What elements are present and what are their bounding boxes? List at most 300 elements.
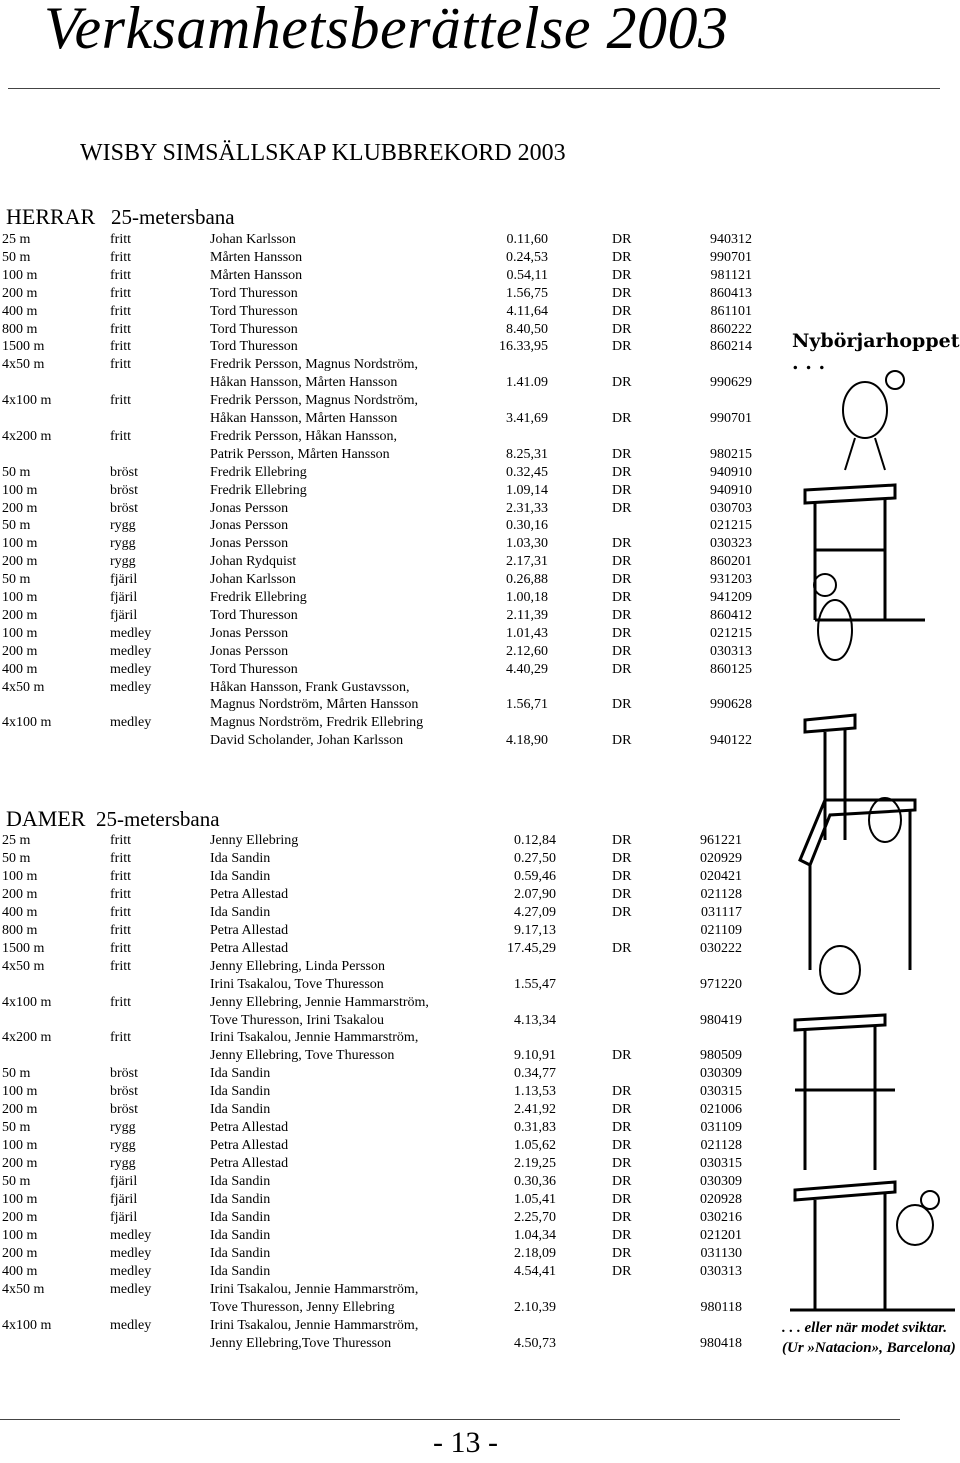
swimmer-cell: Jenny Ellebring, Tove Thuresson	[210, 1048, 395, 1064]
record-type-cell: DR	[612, 1227, 632, 1243]
stroke-cell: fritt	[110, 868, 131, 884]
stroke-cell: medley	[110, 1263, 152, 1279]
stroke-cell: fritt	[110, 232, 131, 247]
distance-cell: 800 m	[2, 922, 38, 938]
distance-cell: 400 m	[2, 303, 38, 319]
swimmer-cell: Irini Tsakalou, Jennie Hammarström,	[210, 1281, 419, 1297]
time-cell: 8.25,31	[506, 446, 548, 462]
date-cell: 980509	[700, 1048, 742, 1064]
time-cell: 2.18,09	[514, 1245, 556, 1261]
damer-label: DAMER	[6, 806, 86, 831]
date-cell: 030703	[710, 500, 752, 516]
table-row	[0, 1048, 760, 1066]
distance-cell: 4x50 m	[2, 679, 45, 695]
time-cell: 0.26,88	[506, 572, 548, 588]
swimmer-cell: Jenny Ellebring,Tove Thuresson	[210, 1335, 392, 1351]
record-type-cell: DR	[612, 1263, 632, 1279]
swimmer-cell: Fredrik Persson, Håkan Hansson,	[210, 428, 398, 444]
time-cell: 2.10,39	[514, 1299, 556, 1315]
time-cell: 1.55,47	[514, 976, 556, 992]
table-row	[0, 1084, 760, 1102]
date-cell: 030323	[710, 536, 752, 552]
table-row	[0, 697, 760, 715]
table-row	[0, 1013, 760, 1031]
record-type-cell: DR	[612, 643, 632, 659]
footer-divider	[0, 1419, 900, 1420]
record-type-cell: DR	[612, 321, 632, 337]
swimmer-cell: David Scholander, Johan Karlsson	[210, 733, 404, 749]
stroke-cell: rygg	[110, 1138, 136, 1154]
stroke-cell: rygg	[110, 536, 136, 552]
date-cell: 990701	[710, 411, 752, 426]
record-type-cell: DR	[612, 285, 632, 301]
swimmer-cell: Petra Allestad	[210, 1156, 289, 1172]
date-cell: 030222	[700, 940, 742, 956]
swimmer-cell: Johan Karlsson	[210, 232, 296, 247]
stroke-cell: medley	[110, 1227, 152, 1243]
table-row	[0, 977, 760, 995]
table-row	[0, 733, 760, 751]
diving-cartoon-illustration	[785, 320, 960, 1370]
swimmer-cell: Jenny Ellebring, Jennie Hammarström,	[210, 994, 429, 1010]
distance-cell: 200 m	[2, 285, 38, 301]
stroke-cell: medley	[110, 661, 152, 677]
time-cell: 4.18,90	[506, 733, 548, 749]
stroke-cell: fritt	[110, 428, 131, 444]
time-cell: 2.31,33	[506, 500, 548, 516]
date-cell: 980418	[700, 1335, 742, 1351]
time-cell: 4.40,29	[506, 661, 548, 677]
date-cell: 030216	[700, 1209, 742, 1225]
distance-cell: 4x100 m	[2, 393, 52, 409]
swimmer-cell: Fredrik Persson, Magnus Nordström,	[210, 357, 419, 373]
swimmer-cell: Tord Thuresson	[210, 661, 298, 677]
swimmer-cell: Håkan Hansson, Mårten Hansson	[210, 411, 398, 426]
stroke-cell: fritt	[110, 850, 131, 866]
table-row	[0, 518, 760, 536]
record-type-cell: DR	[612, 1120, 632, 1136]
time-cell: 4.54,41	[514, 1263, 556, 1279]
swimmer-cell: Jenny Ellebring, Linda Persson	[210, 958, 385, 974]
swimmer-cell: Fredrik Ellebring	[210, 482, 307, 498]
record-type-cell: DR	[612, 249, 632, 265]
date-cell: 031130	[700, 1245, 742, 1261]
time-cell: 8.40,50	[506, 321, 548, 337]
record-type-cell: DR	[612, 661, 632, 677]
page-header-title: Verksamhetsberättelse 2003	[44, 0, 729, 61]
record-type-cell: DR	[612, 1209, 632, 1225]
record-type-cell: DR	[612, 607, 632, 623]
swimmer-cell: Petra Allestad	[210, 940, 289, 956]
time-cell: 0.24,53	[506, 249, 548, 265]
swimmer-cell: Håkan Hansson, Mårten Hansson	[210, 375, 398, 391]
stroke-cell: medley	[110, 625, 152, 641]
distance-cell: 4x100 m	[2, 1317, 52, 1333]
distance-cell: 50 m	[2, 1120, 31, 1136]
date-cell: 021109	[700, 922, 742, 938]
stroke-cell: medley	[110, 643, 152, 659]
record-type-cell: DR	[612, 868, 632, 884]
swimmer-cell: Petra Allestad	[210, 1120, 289, 1136]
date-cell: 931203	[710, 572, 752, 588]
stroke-cell: bröst	[110, 464, 138, 480]
swimmer-cell: Irini Tsakalou, Tove Thuresson	[210, 976, 384, 992]
table-row	[0, 1138, 760, 1156]
distance-cell: 200 m	[2, 1156, 38, 1172]
stroke-cell: rygg	[110, 518, 136, 534]
cartoon-caption-top: Nybörjarhoppet . . .	[792, 330, 960, 374]
table-row	[0, 411, 760, 429]
time-cell: 1.41.09	[506, 375, 548, 391]
cartoon-caption-bottom	[782, 1318, 956, 1358]
stroke-cell: medley	[110, 1281, 152, 1297]
swimmer-cell: Ida Sandin	[210, 1192, 271, 1207]
date-cell: 860413	[710, 285, 752, 301]
date-cell: 021006	[700, 1102, 742, 1118]
stroke-cell: medley	[110, 679, 152, 695]
stroke-cell: fritt	[110, 904, 131, 920]
date-cell: 940312	[710, 232, 752, 247]
record-type-cell: DR	[612, 303, 632, 319]
time-cell: 1.00,18	[506, 590, 548, 605]
table-row	[0, 608, 760, 626]
stroke-cell: rygg	[110, 1120, 136, 1136]
record-type-cell: DR	[612, 572, 632, 588]
swimmer-cell: Tove Thuresson, Irini Tsakalou	[210, 1012, 385, 1028]
swimmer-cell: Ida Sandin	[210, 1227, 271, 1243]
record-type-cell: DR	[612, 590, 632, 605]
record-type-cell: DR	[612, 625, 632, 641]
table-row	[0, 1120, 760, 1138]
time-cell: 2.19,25	[514, 1156, 556, 1172]
time-cell: 4.50,73	[514, 1335, 556, 1351]
swimmer-cell: Tord Thuresson	[210, 607, 298, 623]
date-cell: 030313	[700, 1263, 742, 1279]
table-row	[0, 1246, 760, 1264]
stroke-cell: medley	[110, 715, 152, 731]
swimmer-cell: Jonas Persson	[210, 500, 289, 516]
distance-cell: 800 m	[2, 321, 38, 337]
record-type-cell: DR	[612, 1245, 632, 1261]
date-cell: 021128	[700, 886, 742, 902]
distance-cell: 4x200 m	[2, 1030, 52, 1046]
distance-cell: 4x100 m	[2, 715, 52, 731]
distance-cell: 4x100 m	[2, 994, 52, 1010]
table-row	[0, 357, 760, 375]
stroke-cell: fritt	[110, 958, 131, 974]
time-cell: 0.12,84	[514, 833, 556, 848]
time-cell: 1.01,43	[506, 625, 548, 641]
stroke-cell: fjäril	[110, 607, 138, 623]
swimmer-cell: Jenny Ellebring	[210, 833, 299, 848]
distance-cell: 200 m	[2, 1102, 38, 1118]
table-row	[0, 1282, 760, 1300]
record-type-cell: DR	[612, 733, 632, 749]
stroke-cell: fjäril	[110, 1209, 138, 1225]
swimmer-cell: Fredrik Ellebring	[210, 464, 307, 480]
distance-cell: 100 m	[2, 1227, 38, 1243]
time-cell: 16.33,95	[499, 339, 548, 355]
date-cell: 020929	[700, 850, 742, 866]
time-cell: 2.25,70	[514, 1209, 556, 1225]
distance-cell: 50 m	[2, 1066, 31, 1082]
swimmer-cell: Tord Thuresson	[210, 339, 298, 355]
date-cell: 021201	[700, 1227, 742, 1243]
time-cell: 0.11,60	[506, 232, 548, 247]
date-cell: 971220	[700, 976, 742, 992]
table-row	[0, 941, 760, 959]
distance-cell: 200 m	[2, 643, 38, 659]
distance-cell: 400 m	[2, 904, 38, 920]
swimmer-cell: Tord Thuresson	[210, 303, 298, 319]
record-type-cell: DR	[612, 1102, 632, 1118]
distance-cell: 4x50 m	[2, 958, 45, 974]
time-cell: 1.05,41	[514, 1192, 556, 1207]
distance-cell: 1500 m	[2, 940, 45, 956]
swimmer-cell: Mårten Hansson	[210, 267, 303, 283]
table-row	[0, 959, 760, 977]
stroke-cell: fjäril	[110, 1192, 138, 1207]
stroke-cell: fritt	[110, 303, 131, 319]
stroke-cell: bröst	[110, 482, 138, 498]
stroke-cell: medley	[110, 1317, 152, 1333]
table-row	[0, 1174, 760, 1192]
stroke-cell: fritt	[110, 886, 131, 902]
table-row	[0, 554, 760, 572]
record-type-cell: DR	[612, 1138, 632, 1154]
swimmer-cell: Petra Allestad	[210, 922, 289, 938]
date-cell: 990701	[710, 249, 752, 265]
distance-cell: 100 m	[2, 267, 38, 283]
table-row	[0, 1228, 760, 1246]
table-row	[0, 339, 760, 357]
table-row	[0, 680, 760, 698]
table-row	[0, 1210, 760, 1228]
time-cell: 0.30,16	[506, 518, 548, 534]
swimmer-cell: Petra Allestad	[210, 886, 289, 902]
table-row	[0, 429, 760, 447]
distance-cell: 25 m	[2, 833, 31, 848]
table-row	[0, 1066, 760, 1084]
table-row	[0, 483, 760, 501]
record-type-cell: DR	[612, 536, 632, 552]
table-row	[0, 1030, 760, 1048]
record-type-cell: DR	[612, 375, 632, 391]
swimmer-cell: Fredrik Ellebring	[210, 590, 307, 605]
time-cell: 3.41,69	[506, 411, 548, 426]
distance-cell: 200 m	[2, 1209, 38, 1225]
stroke-cell: fritt	[110, 285, 131, 301]
stroke-cell: fjäril	[110, 590, 138, 605]
swimmer-cell: Ida Sandin	[210, 1263, 271, 1279]
record-type-cell: DR	[612, 1048, 632, 1064]
table-row	[0, 995, 760, 1013]
stroke-cell: fjäril	[110, 1174, 138, 1190]
swimmer-cell: Ida Sandin	[210, 850, 271, 866]
time-cell: 2.07,90	[514, 886, 556, 902]
time-cell: 0.31,83	[514, 1120, 556, 1136]
table-row	[0, 232, 760, 250]
time-cell: 0.54,11	[506, 267, 548, 283]
time-cell: 2.41,92	[514, 1102, 556, 1118]
date-cell: 860412	[710, 607, 752, 623]
swimmer-cell: Patrik Persson, Mårten Hansson	[210, 446, 390, 462]
distance-cell: 200 m	[2, 886, 38, 902]
time-cell: 0.27,50	[514, 850, 556, 866]
table-row	[0, 851, 760, 869]
stroke-cell: fritt	[110, 339, 131, 355]
record-type-cell: DR	[612, 850, 632, 866]
table-row	[0, 626, 760, 644]
date-cell: 990628	[710, 697, 752, 713]
swimmer-cell: Tord Thuresson	[210, 285, 298, 301]
record-type-cell: DR	[612, 464, 632, 480]
distance-cell: 1500 m	[2, 339, 45, 355]
table-row	[0, 501, 760, 519]
record-type-cell: DR	[612, 339, 632, 355]
distance-cell: 400 m	[2, 661, 38, 677]
distance-cell: 25 m	[2, 232, 31, 247]
table-row	[0, 887, 760, 905]
time-cell: 1.56,75	[506, 285, 548, 301]
record-type-cell: DR	[612, 446, 632, 462]
record-type-cell: DR	[612, 411, 632, 426]
stroke-cell: fritt	[110, 833, 131, 848]
time-cell: 1.09,14	[506, 482, 548, 498]
distance-cell: 100 m	[2, 868, 38, 884]
date-cell: 021128	[700, 1138, 742, 1154]
distance-cell: 4x50 m	[2, 1281, 45, 1297]
table-row	[0, 590, 760, 608]
table-row	[0, 833, 760, 851]
stroke-cell: rygg	[110, 554, 136, 570]
record-type-cell: DR	[612, 232, 632, 247]
damer-heading	[6, 806, 220, 832]
date-cell: 940122	[710, 733, 752, 749]
date-cell: 980215	[710, 446, 752, 462]
stroke-cell: rygg	[110, 1156, 136, 1172]
distance-cell: 4x200 m	[2, 428, 52, 444]
date-cell: 031109	[700, 1120, 742, 1136]
distance-cell: 100 m	[2, 590, 38, 605]
swimmer-cell: Ida Sandin	[210, 868, 271, 884]
date-cell: 981121	[710, 267, 752, 283]
distance-cell: 100 m	[2, 1084, 38, 1100]
distance-cell: 50 m	[2, 249, 31, 265]
table-row	[0, 1318, 760, 1336]
time-cell: 0.34,77	[514, 1066, 556, 1082]
stroke-cell: bröst	[110, 1066, 138, 1082]
page-number: - 13 -	[433, 1426, 498, 1459]
table-row	[0, 869, 760, 887]
distance-cell: 200 m	[2, 1245, 38, 1261]
record-type-cell: DR	[612, 1156, 632, 1172]
stroke-cell: fritt	[110, 267, 131, 283]
distance-cell: 100 m	[2, 625, 38, 641]
date-cell: 021215	[710, 625, 752, 641]
distance-cell: 100 m	[2, 1138, 38, 1154]
time-cell: 9.10,91	[514, 1048, 556, 1064]
record-type-cell: DR	[612, 904, 632, 920]
date-cell: 860214	[710, 339, 752, 355]
cartoon-caption-line-2: (Ur »Natacion», Barcelona)	[782, 1340, 956, 1356]
swimmer-cell: Håkan Hansson, Frank Gustavsson,	[210, 679, 410, 695]
date-cell: 030309	[700, 1066, 742, 1082]
time-cell: 0.30,36	[514, 1174, 556, 1190]
stroke-cell: bröst	[110, 500, 138, 516]
table-row	[0, 662, 760, 680]
date-cell: 021215	[710, 518, 752, 534]
distance-cell: 100 m	[2, 536, 38, 552]
date-cell: 030315	[700, 1084, 742, 1100]
swimmer-cell: Magnus Nordström, Mårten Hansson	[210, 697, 419, 713]
time-cell: 1.56,71	[506, 697, 548, 713]
time-cell: 2.17,31	[506, 554, 548, 570]
table-row	[0, 304, 760, 322]
date-cell: 941209	[710, 590, 752, 605]
table-row	[0, 393, 760, 411]
record-type-cell: DR	[612, 554, 632, 570]
table-row	[0, 1192, 760, 1210]
club-title: WISBY SIMSÄLLSKAP KLUBBREKORD 2003	[80, 140, 566, 166]
table-row	[0, 715, 760, 733]
herrar-label: HERRAR	[6, 204, 96, 229]
distance-cell: 100 m	[2, 1192, 38, 1207]
time-cell: 4.11,64	[506, 303, 548, 319]
time-cell: 4.27,09	[514, 904, 556, 920]
date-cell: 940910	[710, 482, 752, 498]
distance-cell: 4x50 m	[2, 357, 45, 373]
record-type-cell: DR	[612, 697, 632, 713]
date-cell: 860222	[710, 321, 752, 337]
date-cell: 031117	[701, 904, 742, 920]
stroke-cell: fritt	[110, 922, 131, 938]
record-type-cell: DR	[612, 1174, 632, 1190]
date-cell: 860125	[710, 661, 752, 677]
date-cell: 940910	[710, 464, 752, 480]
record-type-cell: DR	[612, 1084, 632, 1100]
date-cell: 990629	[710, 375, 752, 391]
time-cell: 0.59,46	[514, 868, 556, 884]
stroke-cell: medley	[110, 1245, 152, 1261]
distance-cell: 100 m	[2, 482, 38, 498]
table-row	[0, 1156, 760, 1174]
stroke-cell: fritt	[110, 357, 131, 373]
time-cell: 2.12,60	[506, 643, 548, 659]
swimmer-cell: Fredrik Persson, Magnus Nordström,	[210, 393, 419, 409]
swimmer-cell: Ida Sandin	[210, 1209, 271, 1225]
swimmer-cell: Irini Tsakalou, Jennie Hammarström,	[210, 1317, 419, 1333]
stroke-cell: fritt	[110, 321, 131, 337]
table-row	[0, 644, 760, 662]
swimmer-cell: Johan Karlsson	[210, 572, 296, 588]
stroke-cell: fritt	[110, 994, 131, 1010]
time-cell: 4.13,34	[514, 1012, 556, 1028]
distance-cell: 50 m	[2, 518, 31, 534]
swimmer-cell: Petra Allestad	[210, 1138, 289, 1154]
swimmer-cell: Ida Sandin	[210, 1174, 271, 1190]
herrar-heading	[6, 204, 235, 230]
date-cell: 030313	[710, 643, 752, 659]
time-cell: 9.17,13	[514, 922, 556, 938]
date-cell: 961221	[700, 833, 742, 848]
stroke-cell: bröst	[110, 1084, 138, 1100]
table-row	[0, 536, 760, 554]
record-type-cell: DR	[612, 833, 632, 848]
swimmer-cell: Irini Tsakalou, Jennie Hammarström,	[210, 1030, 419, 1046]
swimmer-cell: Magnus Nordström, Fredrik Ellebring	[210, 715, 424, 731]
time-cell: 0.32,45	[506, 464, 548, 480]
